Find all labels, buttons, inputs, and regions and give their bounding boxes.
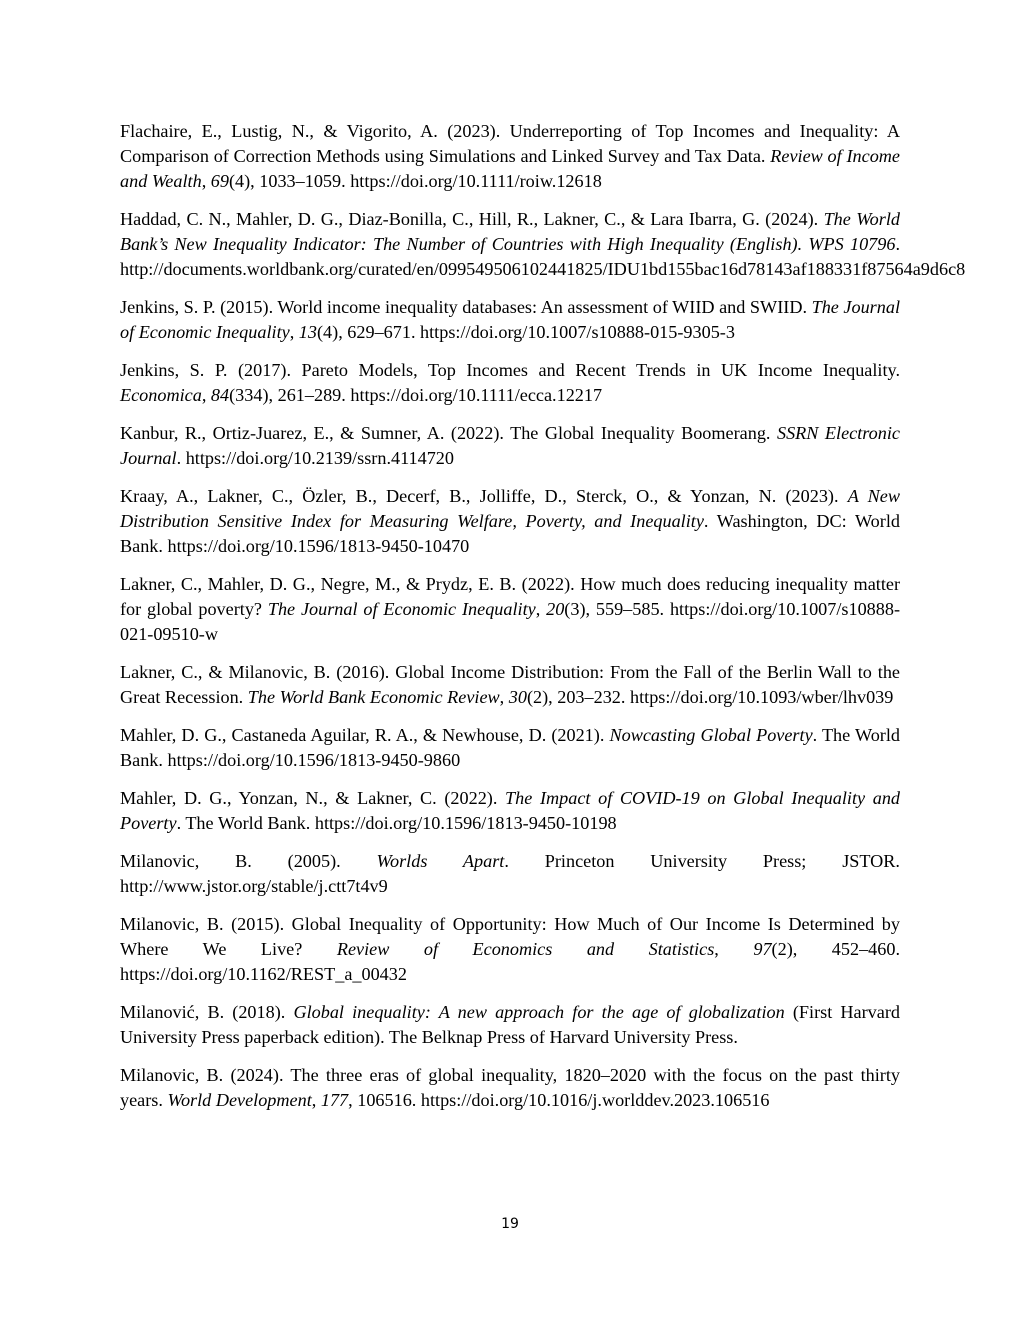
reference-details: , 106516. https://doi.org/10.1016/j.worlddev.2023.106516 bbox=[348, 1090, 770, 1110]
reference-source: Review of Economics and Statistics bbox=[336, 939, 715, 959]
reference-source: Nowcasting Global Poverty bbox=[609, 725, 813, 745]
reference-entry bbox=[120, 660, 900, 710]
reference-details: (First Harvard University Press paperback edition). The Belknap Press of Harvard University Press. bbox=[120, 1002, 900, 1047]
reference-separator: , bbox=[201, 385, 211, 405]
reference-entry bbox=[120, 786, 900, 836]
reference-source: Review of Income and Wealth bbox=[120, 146, 901, 191]
reference-volume: 13 bbox=[298, 322, 317, 342]
reference-source: World Development bbox=[167, 1090, 312, 1110]
reference-separator: , bbox=[201, 171, 211, 191]
reference-source: The Journal of Economic Inequality bbox=[267, 599, 536, 619]
reference-entry bbox=[120, 119, 900, 194]
reference-details: (4), 1033–1059. https://doi.org/10.1111/roiw.12618 bbox=[228, 171, 602, 191]
reference-volume: 97 bbox=[753, 939, 772, 959]
reference-separator: , bbox=[535, 599, 547, 619]
reference-volume: 20 bbox=[546, 599, 565, 619]
reference-separator: , bbox=[311, 1090, 321, 1110]
reference-entry bbox=[120, 723, 900, 773]
reference-text: Lakner, C., Mahler, D. G., Negre, M., & Prydz, E. B. (2022). How much does reducing inequality matter for global poverty? bbox=[120, 574, 900, 619]
reference-list bbox=[120, 119, 966, 1126]
reference-details: (2), 452–460. https://doi.org/10.1162/REST_a_00432 bbox=[120, 939, 901, 984]
reference-source: Worlds Apart bbox=[376, 851, 505, 871]
reference-separator: , bbox=[499, 687, 509, 707]
reference-entry bbox=[120, 484, 900, 559]
reference-source: The World Bank Economic Review bbox=[247, 687, 500, 707]
reference-entry bbox=[120, 1063, 900, 1113]
reference-details: (334), 261–289. https://doi.org/10.1111/ecca.12217 bbox=[229, 385, 603, 405]
reference-source: Global inequality: A new approach for the age of globalization bbox=[293, 1002, 785, 1022]
reference-source: SSRN Electronic Journal bbox=[120, 423, 900, 468]
reference-details: . Princeton University Press; JSTOR. http://www.jstor.org/stable/j.ctt7t4v9 bbox=[120, 851, 900, 896]
reference-text: Milanovic, B. (2015). Global Inequality of Opportunity: How Much of Our Income Is Determined by Where We Live? bbox=[120, 914, 900, 959]
reference-text: Kanbur, R., Ortiz-Juarez, E., & Sumner, A. (2022). The Global Inequality Boomerang. bbox=[120, 423, 777, 443]
reference-details: . https://doi.org/10.2139/ssrn.4114720 bbox=[176, 448, 454, 468]
reference-details: . Washington, DC: World Bank. https://doi.org/10.1596/1813-9450-10470 bbox=[120, 511, 900, 556]
reference-text: Kraay, A., Lakner, C., Özler, B., Decerf, B., Jolliffe, D., Sterck, O., & Yonzan, N. (2023). bbox=[120, 486, 848, 506]
reference-text: Milanovic, B. (2005). bbox=[120, 851, 377, 871]
reference-source: The Impact of COVID-19 on Global Inequality and Poverty bbox=[120, 788, 901, 833]
reference-text: Milanović, B. (2018). bbox=[120, 1002, 294, 1022]
reference-entry bbox=[120, 421, 900, 471]
reference-source: The World Bank’s New Inequality Indicator: The Number of Countries with High Inequality (English). WPS 10796 bbox=[120, 209, 900, 254]
reference-entry bbox=[120, 849, 900, 899]
reference-source: A New Distribution Sensitive Index for Measuring Welfare, Poverty, and Inequality bbox=[120, 486, 900, 531]
reference-details: (2), 203–232. https://doi.org/10.1093/wber/lhv039 bbox=[526, 687, 894, 707]
reference-details: . http://documents.worldbank.org/curated/en/099549506102441825/IDU1bd155bac16d78143af188331f87564a9d6c8 bbox=[120, 234, 966, 279]
reference-text: Mahler, D. G., Yonzan, N., & Lakner, C. (2022). bbox=[120, 788, 506, 808]
reference-details: . The World Bank. https://doi.org/10.1596/1813-9450-9860 bbox=[120, 725, 900, 770]
reference-entry bbox=[120, 207, 966, 282]
reference-entry bbox=[120, 295, 900, 345]
reference-separator: , bbox=[289, 322, 299, 342]
reference-volume: 69 bbox=[210, 171, 229, 191]
reference-source: The Journal of Economic Inequality bbox=[120, 297, 900, 342]
reference-source: Economica bbox=[120, 385, 202, 405]
page-number: 19 bbox=[501, 1216, 519, 1232]
reference-text: Mahler, D. G., Castaneda Aguilar, R. A., & Newhouse, D. (2021). bbox=[120, 725, 610, 745]
reference-text: Flachaire, E., Lustig, N., & Vigorito, A. (2023). Underreporting of Top Incomes and Inequality: A Comparison of Correction Methods using Simulations and Linked Survey and Tax Data. bbox=[120, 121, 900, 166]
reference-details: . The World Bank. https://doi.org/10.1596/1813-9450-10198 bbox=[176, 813, 617, 833]
reference-entry bbox=[120, 572, 900, 647]
reference-text: Lakner, C., & Milanovic, B. (2016). Global Income Distribution: From the Fall of the Berlin Wall to the Great Recession. bbox=[120, 662, 900, 707]
reference-volume: 30 bbox=[508, 687, 527, 707]
reference-entry bbox=[120, 912, 900, 987]
reference-text: Milanovic, B. (2024). The three eras of global inequality, 1820–2020 with the focus on the past thirty years. bbox=[120, 1065, 900, 1110]
reference-text: Haddad, C. N., Mahler, D. G., Diaz-Bonilla, C., Hill, R., Lakner, C., & Lara Ibarra, G. (2024). bbox=[120, 209, 824, 229]
reference-volume: 177 bbox=[320, 1090, 349, 1110]
reference-volume: 84 bbox=[210, 385, 230, 405]
reference-text: Jenkins, S. P. (2015). World income inequality databases: An assessment of WIID and SWIID. bbox=[120, 297, 812, 317]
reference-separator: , bbox=[714, 939, 754, 959]
reference-details: (3), 559–585. https://doi.org/10.1007/s10888-021-09510-w bbox=[120, 599, 901, 644]
reference-details: (4), 629–671. https://doi.org/10.1007/s10888-015-9305-3 bbox=[316, 322, 735, 342]
reference-entry bbox=[120, 358, 900, 408]
reference-text: Jenkins, S. P. (2017). Pareto Models, Top Incomes and Recent Trends in UK Income Inequality. bbox=[120, 360, 900, 380]
reference-entry bbox=[120, 1000, 900, 1050]
